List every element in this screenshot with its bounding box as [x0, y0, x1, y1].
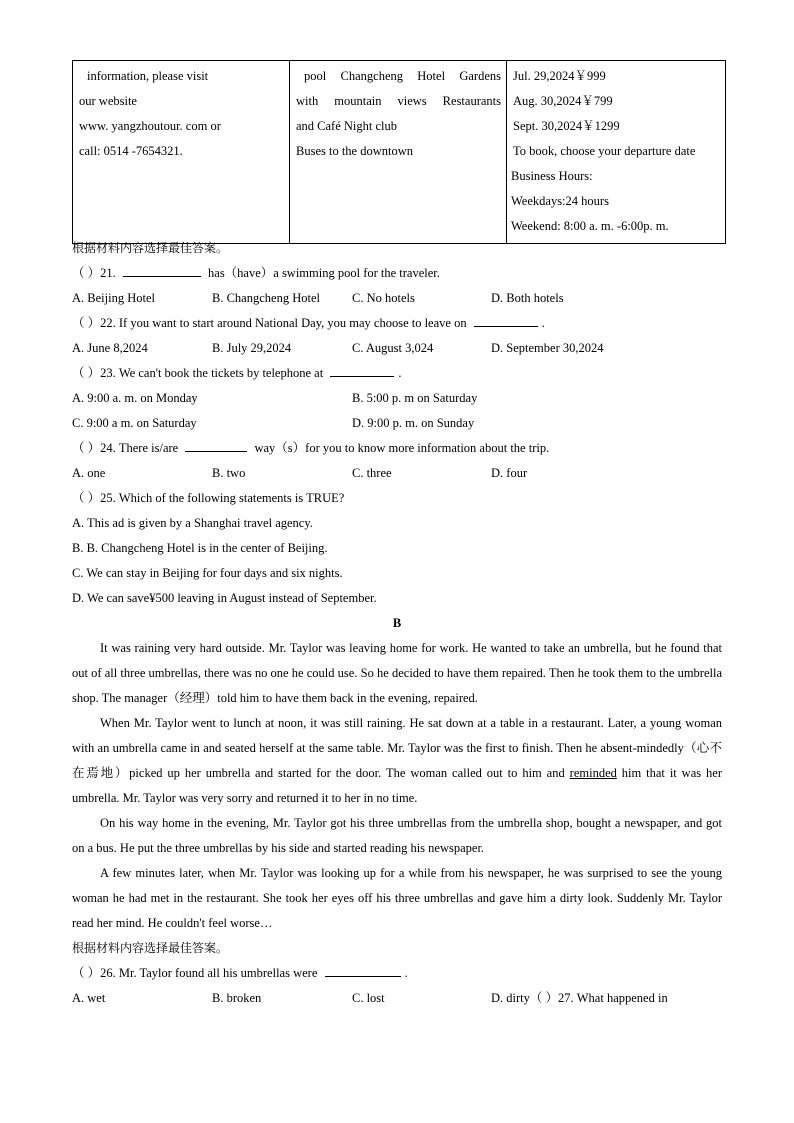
question-stem: （ ）26. Mr. Taylor found all his umbrellas were: [72, 966, 318, 980]
contact-line: our website: [79, 94, 137, 108]
option-a[interactable]: A. 9:00 a. m. on Monday: [72, 391, 198, 405]
departure-price: Aug. 30,2024￥799: [513, 94, 613, 108]
question-23: [72, 361, 722, 386]
passage-paragraph-3: On his way home in the evening, Mr. Taylor got his three umbrellas from the umbrella shop, bought a newspaper, and got on a bus. He put the three umbrellas by his side and started reading his newspaper.: [72, 816, 722, 855]
question-stem: （ ）23. We can't book the tickets by telephone at: [72, 366, 324, 380]
option-c[interactable]: C. August 3,024: [352, 341, 434, 355]
facility-line: Buses to the downtown: [296, 144, 414, 158]
option-d[interactable]: D. dirty（ ）27. What happened in: [491, 991, 668, 1005]
booking-note: To book, choose your departure date: [513, 144, 696, 158]
option-a[interactable]: A. June 8,2024: [72, 341, 148, 355]
option-c[interactable]: C. lost: [352, 991, 385, 1005]
option-c[interactable]: C. 9:00 a m. on Saturday: [72, 416, 197, 430]
questions-section: [72, 236, 722, 1011]
option-b[interactable]: B. broken: [212, 991, 262, 1005]
option-d[interactable]: D. 9:00 p. m. on Sunday: [352, 416, 475, 430]
answer-blank[interactable]: [330, 361, 394, 377]
paragraph-2-text-end: him that it was her umbrella. Mr. Taylor was very sorry and returned it to her in no time.: [72, 766, 723, 805]
option-d[interactable]: D. four: [491, 466, 528, 480]
facility-line: with mountain views Restaurants: [296, 94, 501, 108]
contact-cell: [73, 61, 290, 244]
contact-website: www. yangzhoutour. com or: [79, 119, 221, 133]
departure-price: Jul. 29,2024￥999: [513, 69, 606, 83]
business-hours-label: Business Hours:: [511, 169, 593, 183]
option-b[interactable]: B. Changcheng Hotel: [212, 291, 320, 305]
weekday-hours: Weekdays:24 hours: [511, 194, 609, 208]
option-c[interactable]: C. We can stay in Beijing for four days and six nights.: [72, 566, 343, 580]
passage-paragraph-1: It was raining very hard outside. Mr. Taylor was leaving home for work. He wanted to take an umbrella, but he found that out of all three umbrellas, there was no one he could use. So he decided to have them repaired. Then he took them to the umbrella shop. The manager（经理）told him to have them back in the evening, repaired.: [72, 641, 722, 705]
option-b[interactable]: B. B. Changcheng Hotel is in the center of Beijing.: [72, 541, 328, 555]
answer-blank[interactable]: [474, 311, 538, 327]
option-a[interactable]: A. one: [72, 466, 106, 480]
facility-line: and Café Night club: [296, 119, 398, 133]
question-24: [72, 436, 722, 461]
question-stem-end: has（have）a swimming pool for the traveler.: [208, 266, 440, 280]
options-26: [72, 986, 722, 1011]
options-24: [72, 461, 722, 486]
underlined-word: reminded: [569, 766, 617, 780]
question-26: [72, 961, 722, 986]
question-22: [72, 311, 722, 336]
passage-paragraph-4: A few minutes later, when Mr. Taylor was looking up for a while from his newspaper, he was surprised to see the young woman he had met in the restaurant. She took her eyes off his three umbrellas and gave him a dirty look. Suddenly Mr. Taylor read her mind. He couldn't feel worse…: [72, 866, 722, 930]
options-22: [72, 336, 722, 361]
tour-info-table: [72, 60, 726, 244]
weekend-hours: Weekend: 8:00 a. m. -6:00p. m.: [511, 219, 669, 233]
question-stem-end: way（s）for you to know more information about the trip.: [254, 441, 550, 455]
option-c[interactable]: C. No hotels: [352, 291, 415, 305]
passage-paragraph-2: [72, 711, 722, 811]
paragraph-2-text: When Mr. Taylor went to lunch at noon, it was still raining. He sat down at a table in a restaurant. Later, a young woman with an umbrella came in and seated herself at the same table. Mr. Taylor was the first to finish. Then he absent-mindedly（心不在焉地）picked up her umbrella and started for the door. The woman called out to him and: [72, 716, 722, 780]
option-d[interactable]: D. We can save¥500 leaving in August instead of September.: [72, 591, 377, 605]
instruction: 根据材料内容选择最佳答案。: [72, 941, 229, 955]
option-b[interactable]: B. two: [212, 466, 246, 480]
option-d[interactable]: D. Both hotels: [491, 291, 564, 305]
options-21: [72, 286, 722, 311]
option-b[interactable]: B. July 29,2024: [212, 341, 292, 355]
question-25: [72, 486, 722, 511]
question-21: [72, 261, 722, 286]
section-b-title: B: [392, 616, 402, 630]
contact-line: information, please visit: [87, 69, 209, 83]
option-a[interactable]: A. wet: [72, 991, 106, 1005]
question-stem: （ ）21.: [72, 266, 116, 280]
facility-line: pool Changcheng Hotel Gardens: [304, 69, 501, 83]
departure-price: Sept. 30,2024￥1299: [513, 119, 620, 133]
option-b[interactable]: B. 5:00 p. m on Saturday: [352, 391, 478, 405]
question-stem-end: .: [398, 366, 402, 380]
options-23-ab: [72, 386, 722, 411]
answer-blank[interactable]: [185, 436, 247, 452]
facilities-cell: [290, 61, 507, 244]
option-c[interactable]: C. three: [352, 466, 392, 480]
option-d[interactable]: D. September 30,2024: [491, 341, 604, 355]
question-stem: （ ）24. There is/are: [72, 441, 179, 455]
instruction: 根据材料内容选择最佳答案。: [72, 241, 229, 255]
answer-blank[interactable]: [123, 261, 201, 277]
question-stem-end: .: [541, 316, 545, 330]
question-stem: （ ）25. Which of the following statements is TRUE?: [72, 491, 345, 505]
question-stem-end: .: [404, 966, 408, 980]
dates-prices-cell: [507, 61, 726, 244]
contact-phone: call: 0514 -7654321.: [79, 144, 183, 158]
option-a[interactable]: A. This ad is given by a Shanghai travel agency.: [72, 516, 313, 530]
options-23-cd: [72, 411, 722, 436]
option-a[interactable]: A. Beijing Hotel: [72, 291, 155, 305]
answer-blank[interactable]: [325, 961, 401, 977]
question-stem: （ ）22. If you want to start around National Day, you may choose to leave on: [72, 316, 467, 330]
